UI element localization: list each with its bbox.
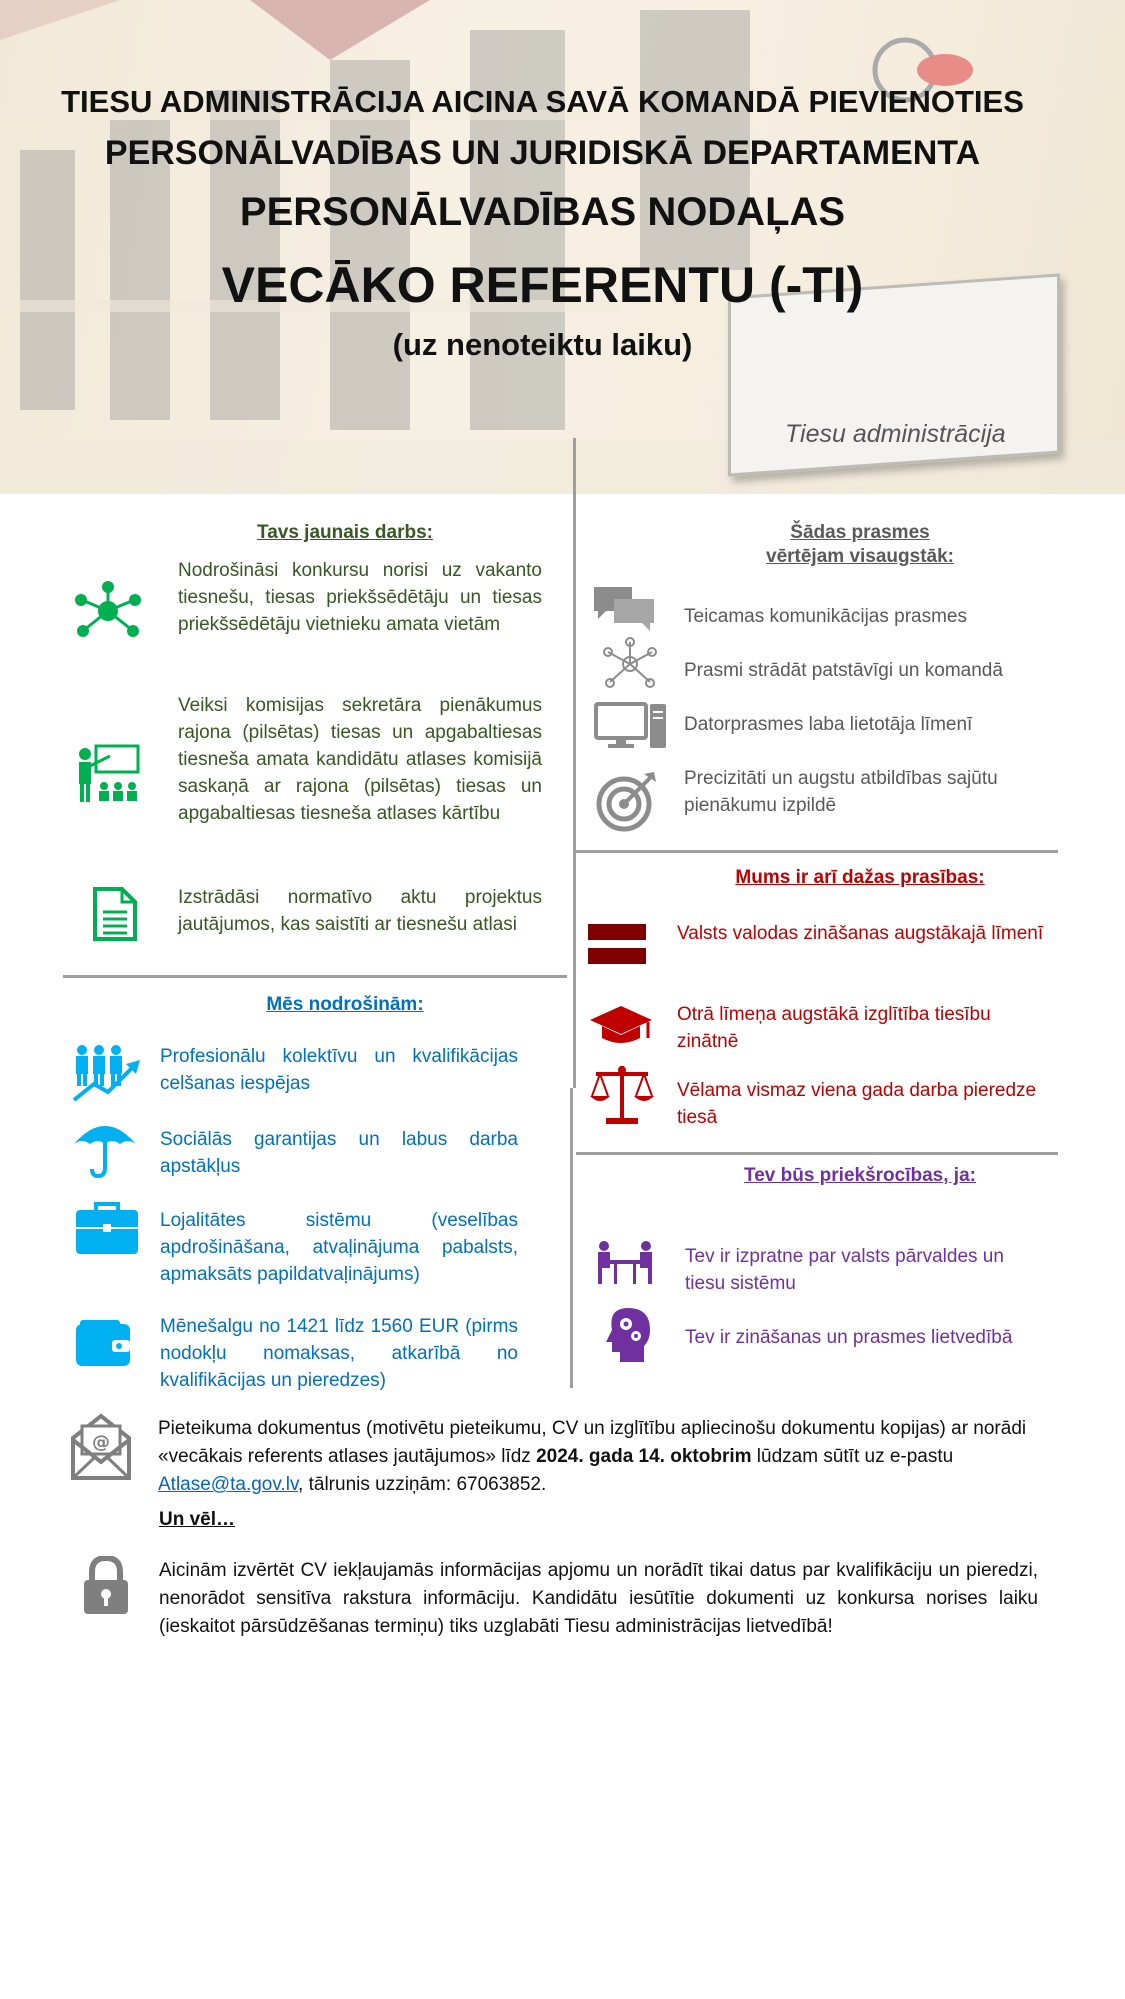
- skills-item-3: Datorprasmes laba lietotāja līmenī: [684, 714, 973, 735]
- graduation-cap-icon: [588, 1004, 654, 1048]
- document-icon: [92, 886, 138, 942]
- column-divider-top: [573, 438, 576, 1088]
- application-part-1: Pieteikuma dokumentus (motivētu pieteikumu, CV un izglītību apliecinošu dokumentu kopijas) ar norādi «vecākais referents atlases jautājumos» līdz: [158, 1418, 1027, 1467]
- requirements-item-3: Vēlama vismaz viena gada darba pieredze tiesā: [677, 1080, 1037, 1128]
- scales-icon: [590, 1062, 654, 1126]
- skills-heading-line-1: Šādas prasmes: [790, 522, 930, 543]
- application-email-link[interactable]: Atlase@ta.gov.lv: [158, 1474, 299, 1495]
- advantages-heading: Tev būs priekšrocības, ja:: [744, 1165, 976, 1186]
- we-provide-item-3: Lojalitātes sistēmu (veselības apdrošināšana, atvaļinājuma pabalsts, apmaksāts papildatvaļinājums): [160, 1210, 518, 1285]
- we-provide-item-1: Profesionālu kolektīvu un kvalifikācijas celšanas iespējas: [160, 1046, 518, 1094]
- skills-item-2: Prasmi strādāt patstāvīgi un komandā: [684, 660, 1003, 681]
- application-deadline: 2024. gada 14. oktobrim: [536, 1446, 752, 1467]
- new-job-item-2: Veiksi komisijas sekretāra pienākumus rajona (pilsētas) tiesas un apgabaltiesas tiesneša amata kandidātu atlases komisijā saskaņā ar rajona (pilsētas) tiesas un apgabaltiesas tiesneša atlases kārtību: [178, 695, 542, 824]
- more-heading: Un vēl…: [159, 1509, 236, 1530]
- hero-line-3: PERSONĀLVADĪBAS NODAĻAS: [239, 190, 846, 234]
- hero-line-4: VECĀKO REFERENTU (-TI): [221, 257, 864, 313]
- team-growth-icon: [72, 1044, 142, 1102]
- we-provide-heading: Mēs nodrošinām:: [266, 994, 424, 1015]
- meeting-icon: [594, 1240, 656, 1286]
- svg-text:@: @: [92, 1432, 110, 1453]
- padlock-icon: [82, 1556, 130, 1616]
- requirements-item-2: Otrā līmeņa augstākā izglītība tiesību zinātnē: [677, 1004, 991, 1052]
- we-provide-item-4: Mēnešalgu no 1421 līdz 1560 EUR (pirms nodokļu nomaksas, atkarībā no kvalifikācijas un pieredzes): [160, 1316, 518, 1391]
- hero-banner: [0, 0, 1125, 494]
- hero-line-5: (uz nenoteiktu laiku): [392, 327, 693, 362]
- computer-icon: [594, 702, 668, 750]
- target-icon: [596, 770, 658, 832]
- plaque-text: Tiesu administrācija: [785, 420, 1006, 448]
- flag-icon: [588, 924, 646, 964]
- wallet-icon: [74, 1318, 132, 1368]
- chat-bubbles-icon: [592, 585, 656, 633]
- we-provide-item-2: Sociālās garantijas un labus darba apstākļus: [160, 1129, 518, 1177]
- application-text: [158, 1415, 1038, 1499]
- new-job-item-3: Izstrādāsi normatīvo aktu projektus jautājumos, kas saistīti ar tiesnešu atlasi: [178, 887, 542, 935]
- head-gears-icon: [604, 1306, 654, 1364]
- briefcase-icon: [74, 1200, 140, 1256]
- application-part-2: lūdzam sūtīt uz e-pastu: [751, 1446, 954, 1467]
- application-part-3: , tālrunis uzziņām: 67063852.: [298, 1474, 547, 1495]
- right-section-divider-1: [576, 850, 1058, 853]
- new-job-heading: Tavs jaunais darbs:: [257, 522, 433, 543]
- requirements-item-1: Valsts valodas zināšanas augstākajā līmenī: [677, 923, 1044, 944]
- skills-heading: [700, 522, 1020, 568]
- requirements-heading: Mums ir arī dažas prasības:: [735, 867, 985, 888]
- column-divider-bottom: [570, 1088, 573, 1388]
- right-section-divider-2: [576, 1152, 1058, 1155]
- advantages-item-2: Tev ir zināšanas un prasmes lietvedībā: [685, 1327, 1013, 1348]
- hero-line-1: TIESU ADMINISTRĀCIJA AICINA SAVĀ KOMANDĀ PIEVIENOTIES: [61, 84, 1024, 119]
- advantages-item-1: Tev ir izpratne par valsts pārvaldes un tiesu sistēmu: [685, 1246, 1004, 1294]
- umbrella-icon: [72, 1114, 138, 1178]
- skills-item-1: Teicamas komunikācijas prasmes: [684, 606, 967, 627]
- left-section-divider: [63, 975, 567, 978]
- hero-line-2: PERSONĀLVADĪBAS UN JURIDISKĀ DEPARTAMENTA: [104, 134, 981, 172]
- new-job-item-1: Nodrošināsi konkursu norisi uz vakanto tiesnešu, tiesas priekšsēdētāju un tiesas priekšsēdētāju vietnieku amata vietām: [178, 560, 542, 635]
- skills-item-4: Precizitāti un augstu atbildības sajūtu pienākumu izpildē: [684, 768, 998, 816]
- network-icon: [600, 636, 660, 692]
- network-people-icon: [72, 580, 144, 642]
- skills-heading-line-2: vērtējam visaugstāk:: [766, 546, 954, 567]
- email-envelope-icon: [70, 1412, 132, 1480]
- presenter-icon: [76, 742, 144, 804]
- more-text: Aicinām izvērtēt CV iekļaujamās informācijas apjomu un norādīt tikai datus par kvalifikāciju un pieredzi, nenorādot sensitīva rakstura informāciju. Kandidātu iesūtītie dokumenti uz konkursa norises laiku (ieskaitot pārsūdzēšanas termiņu) tiks uzglabāti Tiesu administrācijas lietvedībā!: [159, 1560, 1038, 1637]
